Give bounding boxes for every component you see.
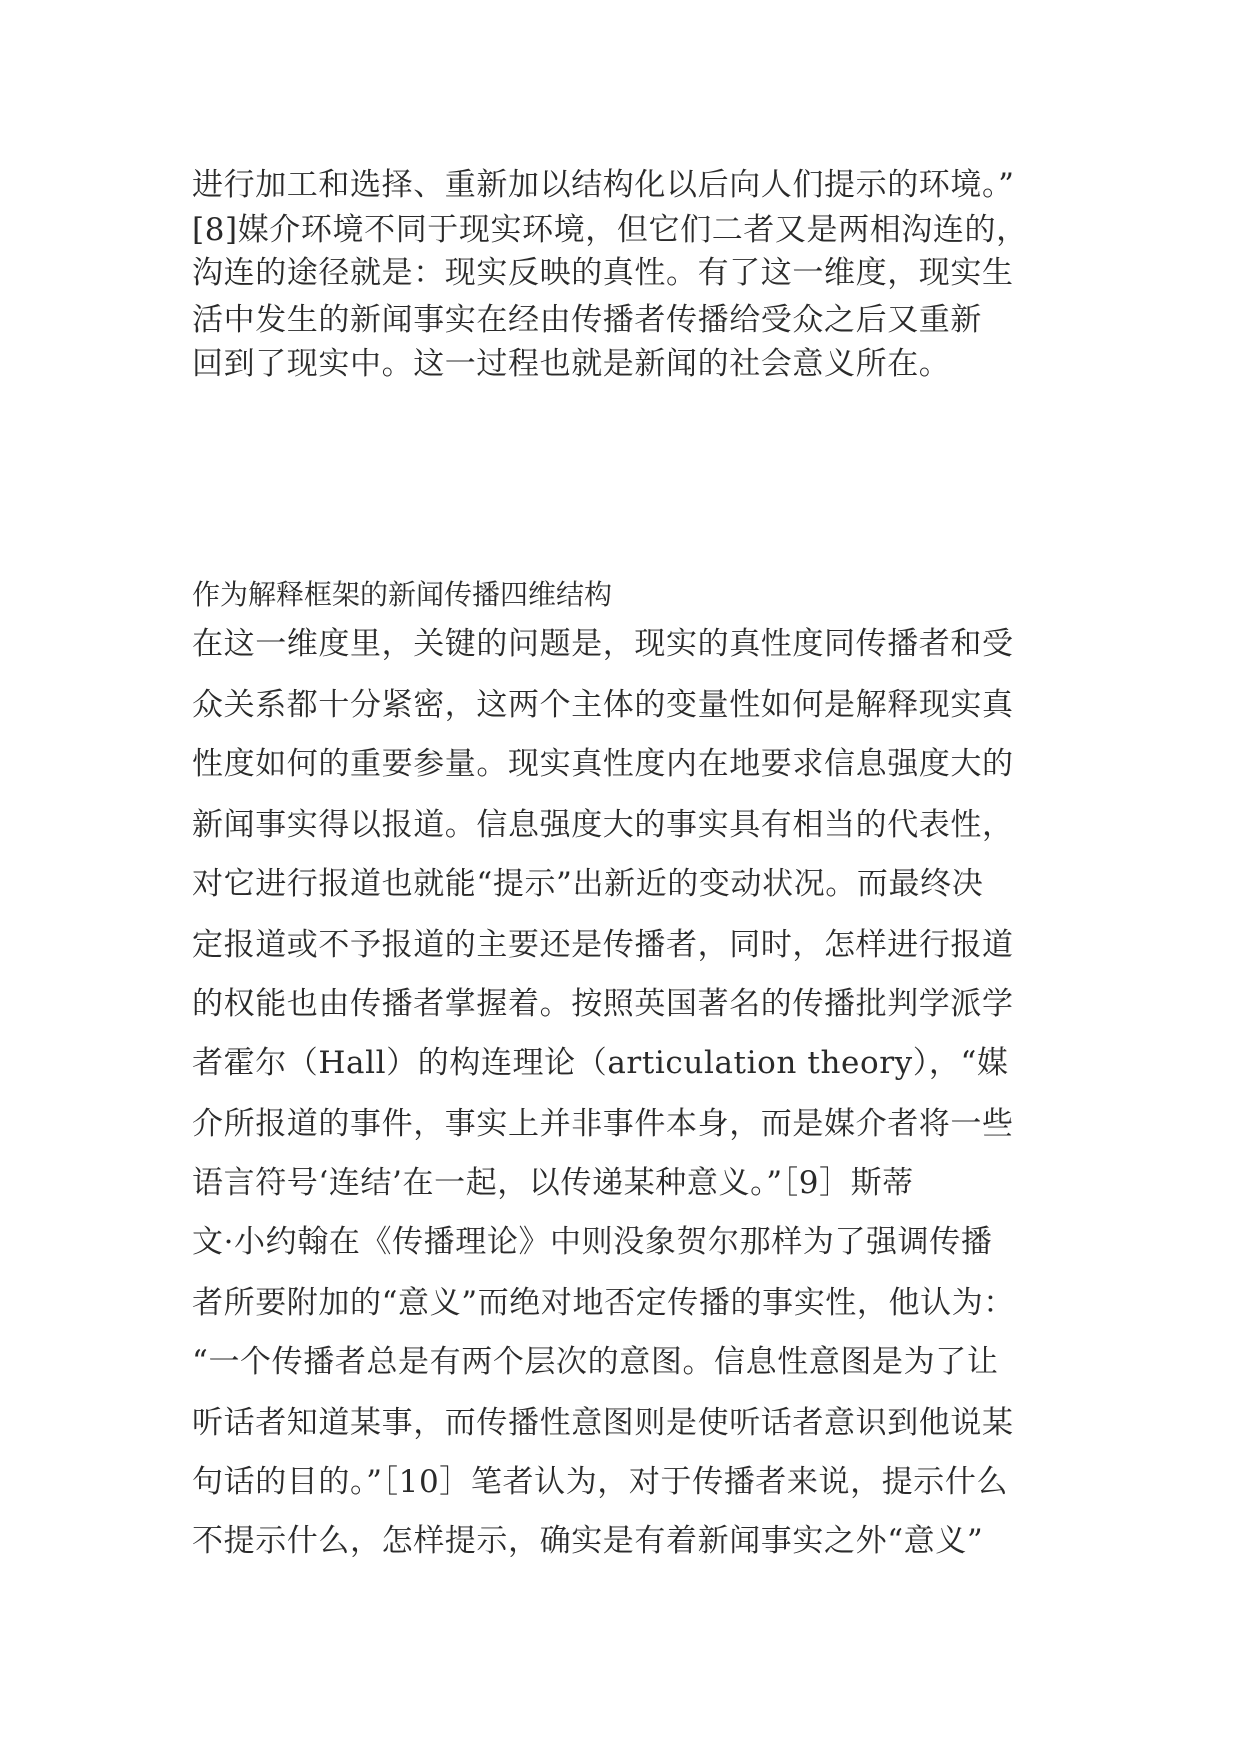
text-line: 文·小约翰在《传播理论》中则没象贺尔那样为了强调传播 [192,1224,993,1260]
text-line: 活中发生的新闻事实在经由传播者传播给受众之后又重新 [192,302,982,338]
text-line: 新闻事实得以报道。信息强度大的事实具有相当的代表性， [192,807,1014,843]
text-line: 语言符号‘连结’在一起，以传递某种意义。”［9］斯蒂 [192,1165,914,1201]
text-line: 介所报道的事件，事实上并非事件本身，而是媒介者将一些 [192,1106,1014,1142]
section-heading: 作为解释框架的新闻传播四维结构 [192,578,613,611]
text-line: 沟连的途径就是：现实反映的真性。有了这一维度，现实生 [192,255,1014,291]
text-line: 句话的目的。”［10］笔者认为，对于传播者来说，提示什么 [192,1464,1009,1500]
text-line: [8]媒介环境不同于现实环境，但它们二者又是两相沟连的， [192,212,1028,248]
text-line: 对它进行报道也就能“提示”出新近的变动状况。而最终决 [192,866,984,902]
text-line: 在这一维度里，关键的问题是，现实的真性度同传播者和受 [192,626,1014,662]
text-line: “一个传播者总是有两个层次的意图。信息性意图是为了让 [192,1344,999,1380]
text-line: 者所要附加的“意义”而绝对地否定传播的事实性，他认为： [192,1285,1015,1321]
text-line: 定报道或不予报道的主要还是传播者，同时，怎样进行报道 [192,927,1014,963]
text-line: 不提示什么，怎样提示，确实是有着新闻事实之外“意义” [192,1523,984,1559]
text-line: 者霍尔（Hall）的构连理论（articulation theory），“媒 [192,1045,1009,1081]
text-line: 进行加工和选择、重新加以结构化以后向人们提示的环境。” [192,167,1015,203]
text-line: 众关系都十分紧密，这两个主体的变量性如何是解释现实真 [192,687,1014,723]
text-line: 性度如何的重要参量。现实真性度内在地要求信息强度大的 [192,746,1014,782]
text-line: 的权能也由传播者掌握着。按照英国著名的传播批判学派学 [192,986,1014,1022]
text-line: 听话者知道某事，而传播性意图则是使听话者意识到他说某 [192,1405,1014,1441]
text-line: 回到了现实中。这一过程也就是新闻的社会意义所在。 [192,346,951,382]
